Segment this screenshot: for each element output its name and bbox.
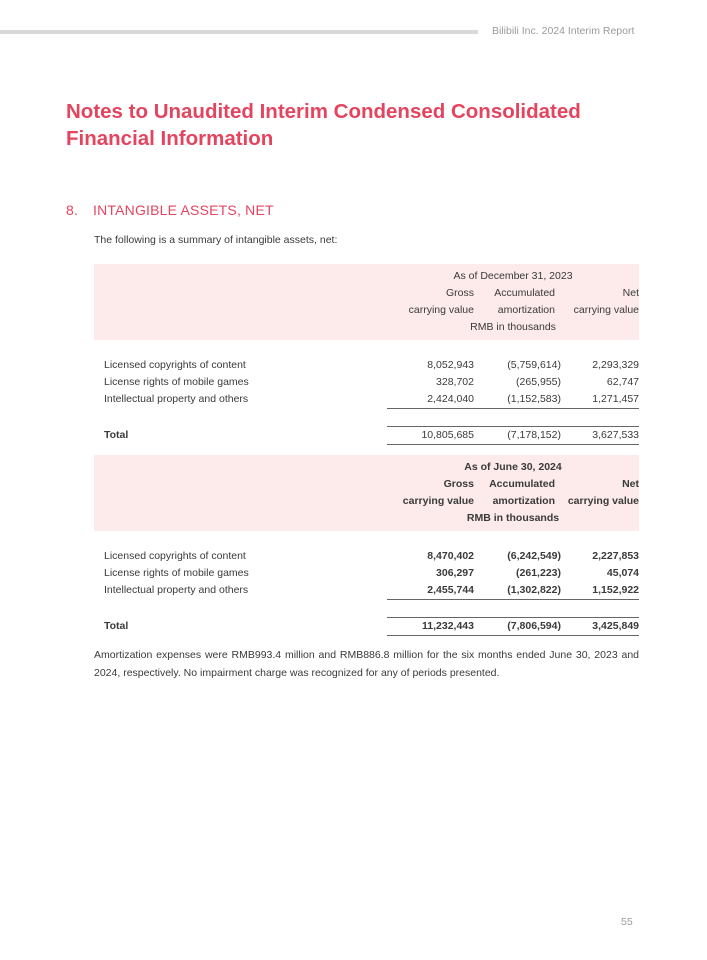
col-gross-header: Gross [387,285,474,302]
table-row [94,582,639,600]
table-row [94,391,639,409]
section-heading [66,202,274,218]
net-value: 45,074 [606,567,640,579]
col-gross-subheader: carrying value [387,302,474,319]
total-row [94,618,639,636]
net-value: 1,271,457 [561,391,639,409]
table-row [94,565,639,582]
col-net-subheader: carrying value [561,302,639,319]
accumulated-value: (1,152,583) [474,391,561,409]
net-value: 62,747 [606,376,640,388]
section-title: INTANGIBLE ASSETS, NET [93,202,274,218]
unit-header: RMB in thousands [387,510,639,531]
accumulated-value: (5,759,614) [507,359,561,371]
total-gross-value: 11,232,443 [387,618,474,636]
accumulated-value: (6,242,549) [507,550,561,562]
net-value: 2,293,329 [592,359,640,371]
gross-value: 2,424,040 [387,391,474,409]
total-net-value: 3,627,533 [561,427,639,445]
gross-value: 8,470,402 [427,550,474,562]
running-header: Bilibili Inc. 2024 Interim Report [492,25,635,37]
total-row [94,427,639,445]
page-title: Notes to Unaudited Interim Condensed Consolidated Financial Information [66,100,581,150]
gross-value: 8,052,943 [427,359,474,371]
total-gross-value: 10,805,685 [387,427,474,445]
accumulated-value: (265,955) [516,376,561,388]
col-acc-header: Accumulated [474,476,561,493]
net-value: 1,152,922 [561,582,639,600]
total-label: Total [104,429,129,441]
col-net-subheader: carrying value [561,493,639,510]
accumulated-value: (1,302,822) [474,582,561,600]
col-net-header: Net [561,285,639,302]
row-label: Intellectual property and others [104,393,249,406]
col-acc-subheader: amortization [474,302,561,319]
col-gross-subheader: carrying value [387,493,474,510]
total-net-value: 3,425,849 [561,618,639,636]
table-row [94,374,639,391]
row-label: License rights of mobile games [104,567,249,579]
col-acc-header: Accumulated [474,285,561,302]
table-row [94,357,639,374]
header-rule [0,30,478,34]
col-acc-subheader: amortization [474,493,561,510]
row-label: Licensed copyrights of content [104,550,246,562]
row-label: Intellectual property and others [104,584,249,597]
period-header: As of December 31, 2023 [387,264,639,285]
intro-text: The following is a summary of intangible assets, net: [94,234,338,246]
net-value: 2,227,853 [592,550,640,562]
accumulated-value: (261,223) [516,567,561,579]
total-accumulated-value: (7,178,152) [474,427,561,445]
col-net-header: Net [561,476,639,493]
period-header: As of June 30, 2024 [387,455,639,476]
table-row [94,548,639,565]
total-label: Total [104,620,129,632]
gross-value: 2,455,744 [387,582,474,600]
page-number: 55 [621,916,633,928]
gross-value: 328,702 [436,376,474,388]
unit-header: RMB in thousands [387,319,639,340]
gross-value: 306,297 [436,567,474,579]
section-number: 8. [66,202,79,218]
row-label: Licensed copyrights of content [104,359,246,371]
intangible-assets-table-2023 [94,264,639,445]
footnote-paragraph: Amortization expenses were RMB993.4 million and RMB886.8 million for the six months ended June 30, 2023 and 2024, respectively. No impairment charge was recognized for any of periods presented. [94,649,639,679]
intangible-assets-table-2024 [94,455,639,636]
total-accumulated-value: (7,806,594) [474,618,561,636]
row-label: License rights of mobile games [104,376,249,388]
col-gross-header: Gross [387,476,474,493]
